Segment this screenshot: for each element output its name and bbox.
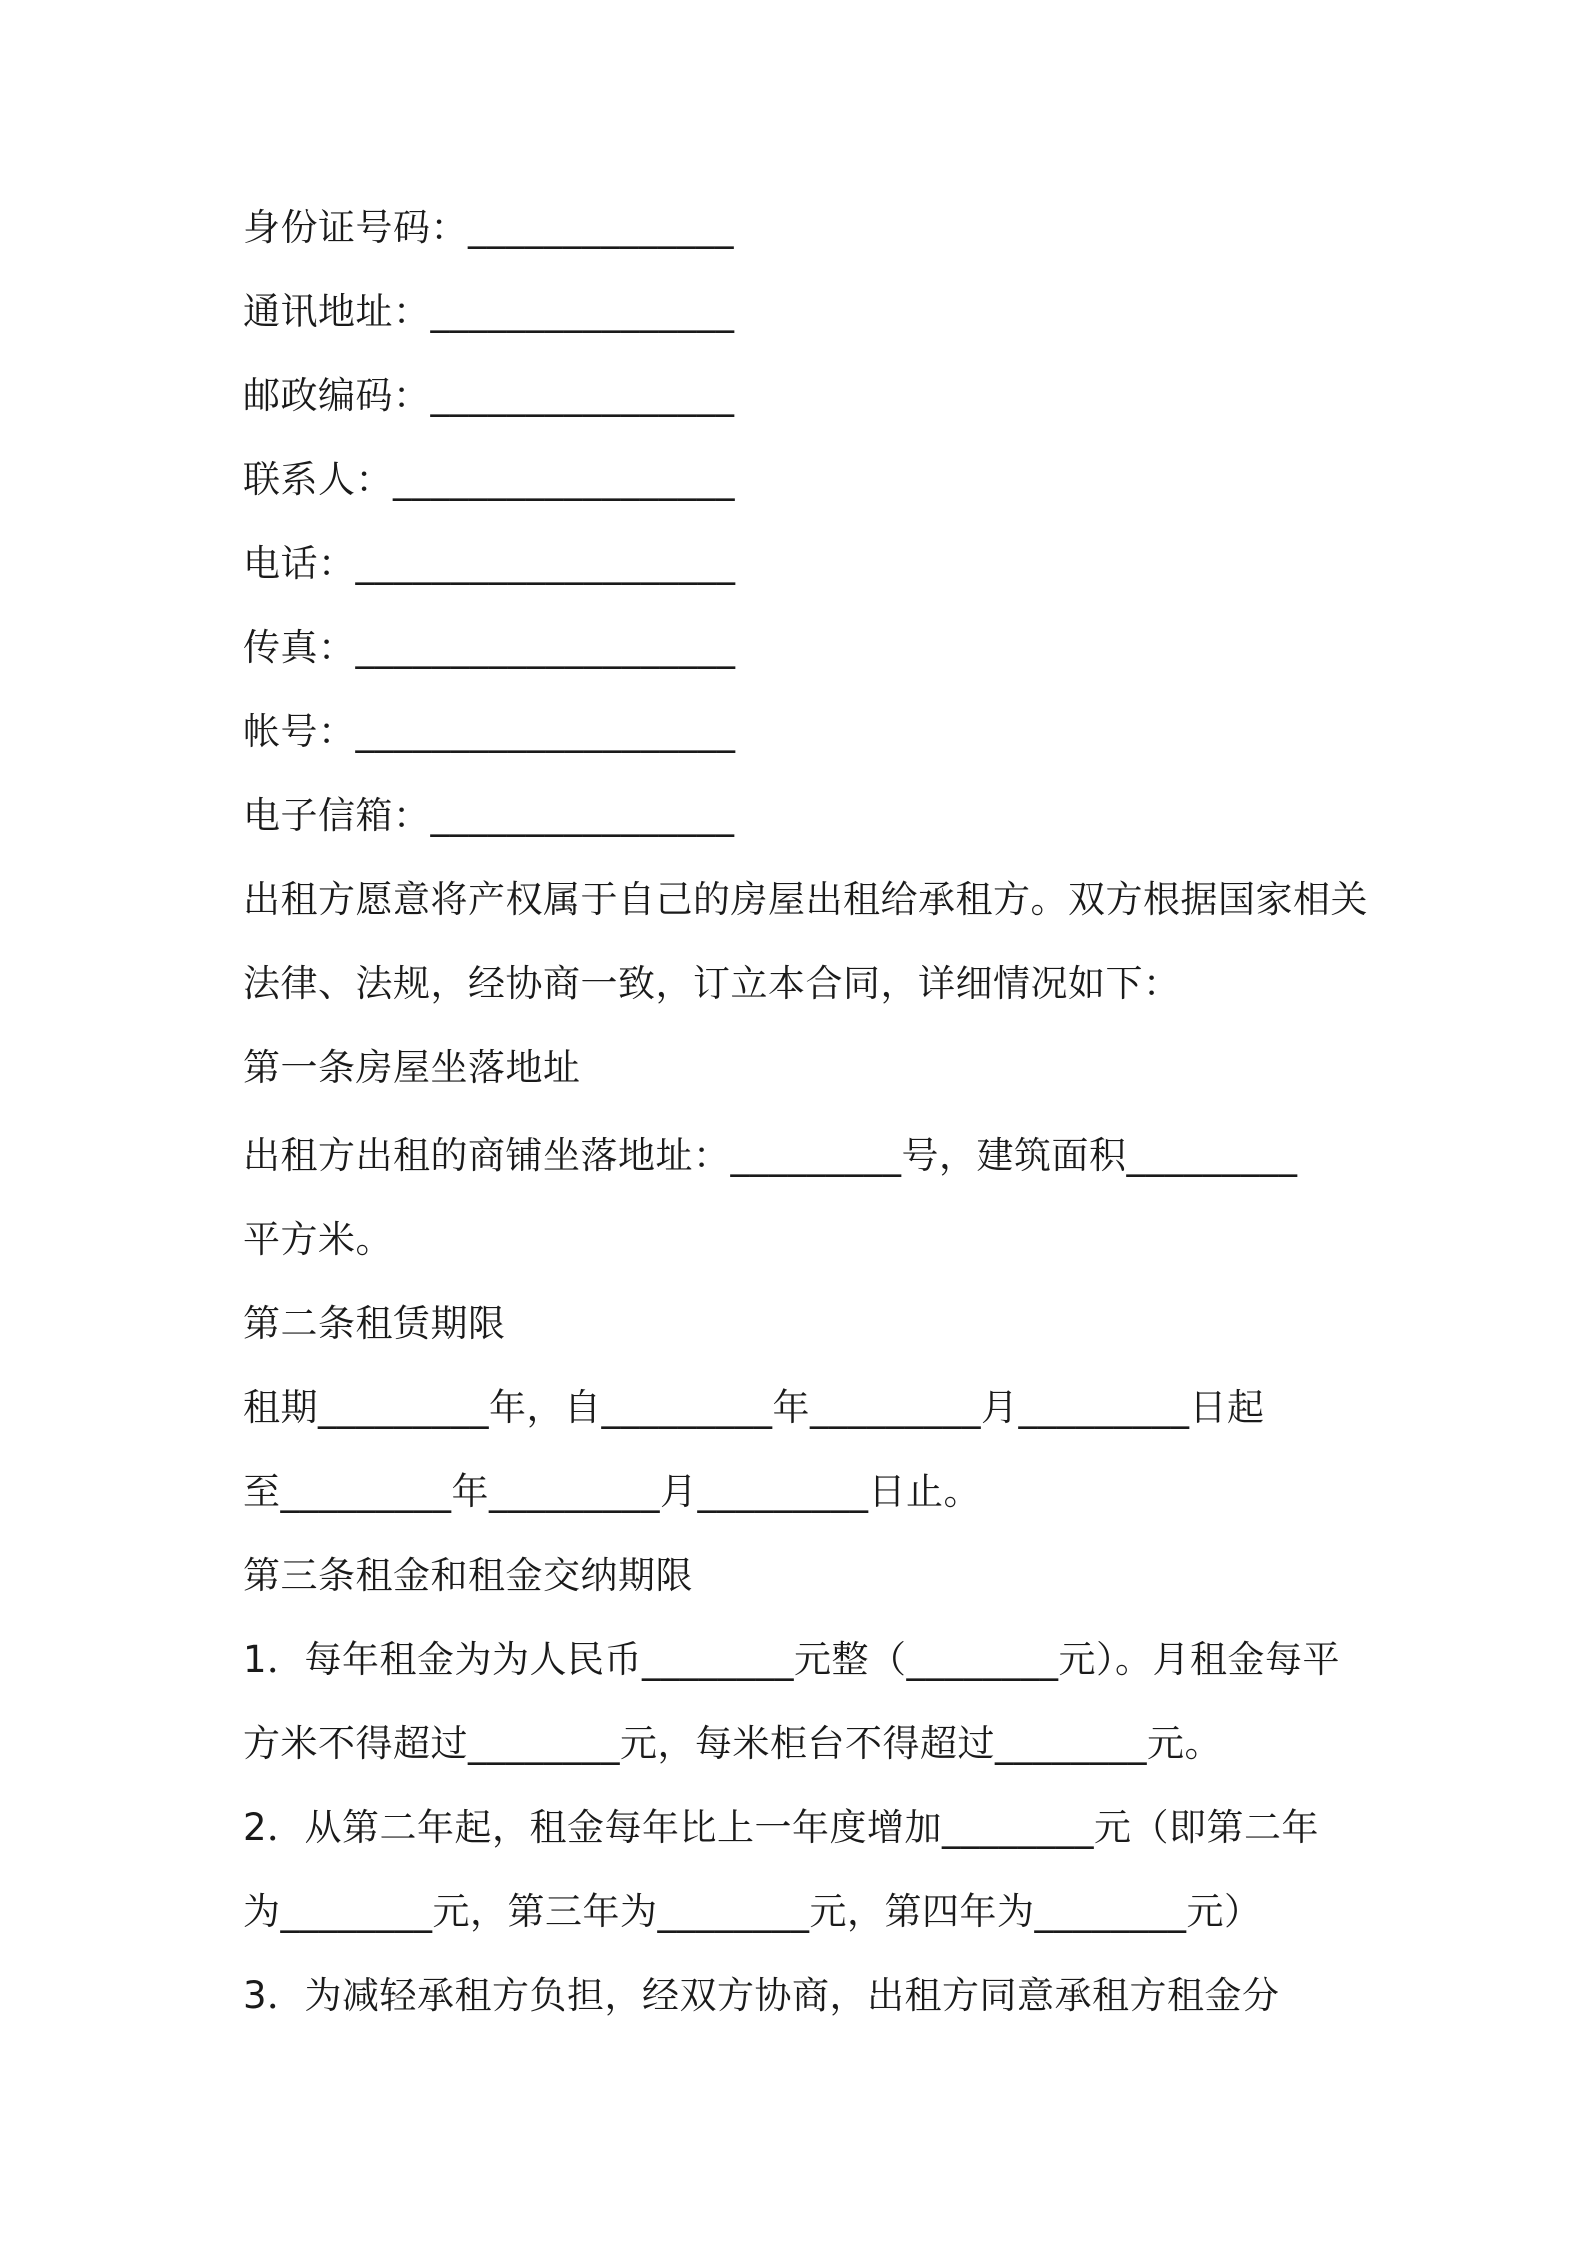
intro-paragraph-line-2: 法律、法规，经协商一致，订立本合同，详细情况如下： [243,962,1181,1005]
article-3-item-1-line-1: 1．每年租金为为人民币________元整（________元）。月租金每平 [243,1638,1341,1681]
id-number-field: 身份证号码：______________ [243,206,734,249]
account-field: 帐号：____________________ [243,710,736,753]
phone-field: 电话：____________________ [243,542,736,585]
mailing-address-field: 通讯地址：________________ [243,290,735,333]
article-3-item-1-line-2: 方米不得超过________元，每米柜台不得超过________元。 [243,1722,1222,1765]
postal-code-field: 邮政编码：________________ [243,374,735,417]
article-2-line-1: 租期_________年，自_________年_________月_________日起 [243,1386,1265,1429]
article-1-heading: 第一条房屋坐落地址 [243,1046,581,1089]
article-2-line-2: 至_________年_________月_________日止。 [243,1470,981,1513]
fax-field: 传真：____________________ [243,626,736,669]
intro-paragraph-line-1: 出租方愿意将产权属于自己的房屋出租给承租方。双方根据国家相关 [243,878,1368,921]
article-1-line-1: 出租方出租的商铺坐落地址：_________号，建筑面积_________ [243,1134,1298,1177]
article-1-line-2: 平方米。 [243,1218,393,1261]
article-3-item-3-line-1: 3．为减轻承租方负担，经双方协商，出租方同意承租方租金分 [243,1974,1280,2017]
email-field: 电子信箱：________________ [243,794,735,837]
article-2-heading: 第二条租赁期限 [243,1302,506,1345]
article-3-heading: 第三条租金和租金交纳期限 [243,1554,693,1597]
contact-person-field: 联系人：__________________ [243,458,735,501]
article-3-item-2-line-1: 2．从第二年起，租金每年比上一年度增加________元（即第二年 [243,1806,1320,1849]
article-3-item-2-line-2: 为________元，第三年为________元，第四年为________元） [243,1890,1262,1933]
